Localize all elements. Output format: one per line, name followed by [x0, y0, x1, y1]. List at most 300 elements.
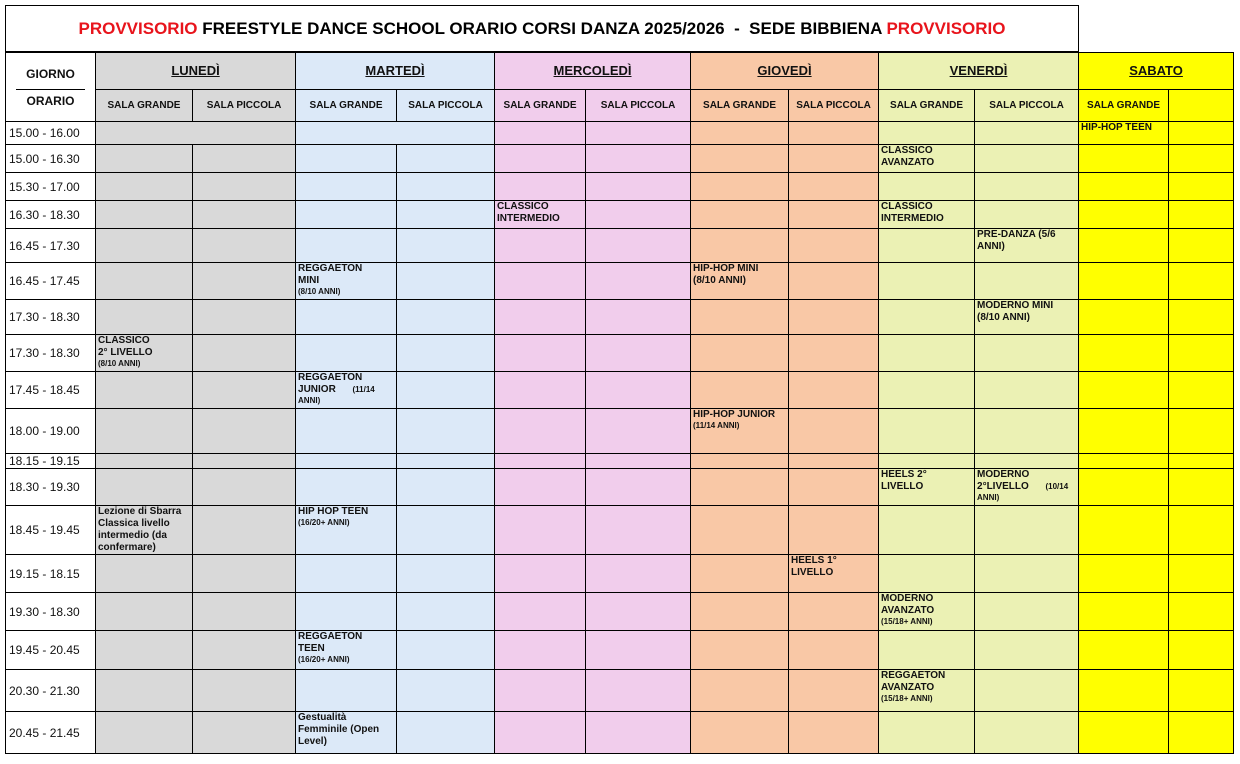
- slot-cell-gio: [789, 593, 879, 631]
- slot-cell-mer: [495, 335, 586, 372]
- slot-cell-lun: [96, 712, 193, 754]
- slot-cell-gio: [789, 122, 879, 145]
- slot-cell-lun: [96, 372, 193, 409]
- course-line: HIP HOP TEEN: [298, 506, 369, 517]
- sala-grande-sabato: SALA GRANDE: [1079, 90, 1169, 122]
- sala-piccola-venerdi: SALA PICCOLA: [975, 90, 1079, 122]
- slot-cell-lun: [96, 631, 193, 670]
- time-slot: 20.30 - 21.30: [6, 670, 96, 712]
- slot-cell-sab: [1169, 469, 1234, 506]
- slot-cell-mer: [586, 372, 691, 409]
- slot-cell-sab: [1079, 335, 1169, 372]
- course-line: Lezione di Sbarra: [98, 506, 182, 517]
- sala-piccola-giovedi: SALA PICCOLA: [789, 90, 879, 122]
- sala-grande-giovedi: SALA GRANDE: [691, 90, 789, 122]
- slot-cell-sab: [1169, 409, 1234, 454]
- slot-cell-ven: [975, 409, 1079, 454]
- slot-cell-ven: [975, 670, 1079, 712]
- slot-cell-mar: [397, 469, 495, 506]
- course-line: REGGAETON: [881, 670, 946, 681]
- course-age: (16/20+ ANNI): [298, 518, 350, 527]
- time-slot: 17.30 - 18.30: [6, 300, 96, 335]
- slot-cell-gio: [691, 469, 789, 506]
- slot-cell-mar: [397, 372, 495, 409]
- course-cell: [296, 712, 397, 754]
- slot-cell-mer: [495, 555, 586, 593]
- time-slot: 17.45 - 18.45: [6, 372, 96, 409]
- course-line: Level): [298, 736, 327, 747]
- course-age: (11/14: [352, 385, 375, 394]
- slot-cell-ven: [879, 122, 975, 145]
- course-line: Gestualità: [298, 712, 347, 723]
- time-slot-row: [6, 506, 1234, 555]
- slot-cell-mar: [296, 409, 397, 454]
- slot-cell-mar: [296, 229, 397, 263]
- slot-cell-mer: [586, 670, 691, 712]
- course-cell: [879, 145, 975, 173]
- slot-cell-lun: [193, 593, 296, 631]
- day-venerdi: VENERDÌ: [879, 53, 1079, 90]
- title-provvisorio-left: PROVVISORIO: [78, 18, 198, 38]
- course-cell: [975, 229, 1079, 263]
- slot-cell-lun: [193, 631, 296, 670]
- slot-cell-ven: [975, 631, 1079, 670]
- slot-cell-gio: [789, 469, 879, 506]
- slot-cell-mar: [397, 173, 495, 201]
- slot-cell-ven: [879, 372, 975, 409]
- slot-cell-mer: [495, 173, 586, 201]
- course-cell: [975, 469, 1079, 506]
- slot-cell-ven: [975, 454, 1079, 469]
- time-slot: 15.00 - 16.00: [6, 122, 96, 145]
- course-age: (11/14 ANNI): [693, 421, 740, 430]
- course-cell: [975, 300, 1079, 335]
- course-line: REGGAETON: [298, 263, 363, 274]
- slot-cell-sab: [1169, 670, 1234, 712]
- time-slot: 16.45 - 17.45: [6, 263, 96, 300]
- slot-cell-mar: [296, 300, 397, 335]
- slot-cell-lun: [96, 300, 193, 335]
- slot-cell-mar: [296, 122, 495, 145]
- slot-cell-sab: [1079, 201, 1169, 229]
- slot-cell-sab: [1079, 409, 1169, 454]
- slot-cell-mar: [397, 506, 495, 555]
- time-slot: 18.00 - 19.00: [6, 409, 96, 454]
- slot-cell-mer: [495, 145, 586, 173]
- slot-cell-lun: [193, 335, 296, 372]
- slot-cell-gio: [789, 229, 879, 263]
- slot-cell-lun: [193, 506, 296, 555]
- slot-cell-ven: [879, 409, 975, 454]
- spacer: [336, 384, 353, 395]
- slot-cell-gio: [691, 372, 789, 409]
- slot-cell-mar: [296, 555, 397, 593]
- course-cell: [789, 555, 879, 593]
- course-line: HIP-HOP JUNIOR: [693, 409, 776, 420]
- slot-cell-gio: [789, 506, 879, 555]
- slot-cell-gio: [789, 300, 879, 335]
- course-line: JUNIOR: [298, 384, 336, 395]
- time-slot-row: [6, 670, 1234, 712]
- course-cell: [879, 670, 975, 712]
- time-slot: 19.45 - 20.45: [6, 631, 96, 670]
- slot-cell-mar: [397, 712, 495, 754]
- slot-cell-lun: [193, 712, 296, 754]
- slot-cell-sab: [1079, 454, 1169, 469]
- slot-cell-lun: [96, 469, 193, 506]
- slot-cell-ven: [975, 555, 1079, 593]
- schedule-table: [5, 52, 1234, 754]
- slot-cell-sab: [1079, 593, 1169, 631]
- course-line: (8/10 ANNI): [693, 275, 746, 286]
- course-line: REGGAETON: [298, 631, 363, 642]
- slot-cell-ven: [879, 506, 975, 555]
- slot-cell-gio: [691, 145, 789, 173]
- slot-cell-gio: [691, 506, 789, 555]
- slot-cell-gio: [691, 122, 789, 145]
- slot-cell-gio: [789, 454, 879, 469]
- title-main: FREESTYLE DANCE SCHOOL ORARIO CORSI DANZA 2025/2026 - SEDE BIBBIENA: [197, 18, 887, 38]
- slot-cell-lun: [193, 454, 296, 469]
- slot-cell-lun: [96, 670, 193, 712]
- course-line: 2°LIVELLO: [977, 481, 1029, 492]
- slot-cell-sab: [1169, 506, 1234, 555]
- slot-cell-ven: [975, 122, 1079, 145]
- course-line: ANNI): [977, 241, 1005, 252]
- sala-grande-venerdi: SALA GRANDE: [879, 90, 975, 122]
- slot-cell-mar: [296, 593, 397, 631]
- slot-cell-gio: [691, 670, 789, 712]
- slot-cell-mer: [586, 409, 691, 454]
- course-cell: [691, 263, 789, 300]
- slot-cell-ven: [975, 263, 1079, 300]
- day-martedi: MARTEDÌ: [296, 53, 495, 90]
- course-line: HIP-HOP MINI: [693, 263, 759, 274]
- slot-cell-mar: [397, 229, 495, 263]
- day-sabato: SABATO: [1079, 53, 1234, 90]
- course-line: CLASSICO: [497, 201, 549, 212]
- time-slot-row: [6, 409, 1234, 454]
- slot-cell-lun: [96, 263, 193, 300]
- time-slot: 19.15 - 18.15: [6, 555, 96, 593]
- slot-cell-mer: [495, 122, 586, 145]
- slot-cell-mer: [495, 300, 586, 335]
- course-line: CLASSICO: [98, 335, 150, 346]
- day-mercoledi: MERCOLEDÌ: [495, 53, 691, 90]
- course-age: (15/18+ ANNI): [881, 617, 933, 626]
- course-line: HEELS 2°: [881, 469, 927, 480]
- slot-cell-lun: [96, 145, 193, 173]
- slot-cell-gio: [691, 201, 789, 229]
- time-slot: 18.30 - 19.30: [6, 469, 96, 506]
- slot-cell-ven: [879, 229, 975, 263]
- course-line: MODERNO: [977, 469, 1030, 480]
- course-cell: [879, 469, 975, 506]
- slot-cell-mar: [397, 409, 495, 454]
- slot-cell-sab: [1079, 506, 1169, 555]
- course-age: (15/18+ ANNI): [881, 694, 933, 703]
- slot-cell-mar: [397, 670, 495, 712]
- time-slot-row: [6, 201, 1234, 229]
- slot-cell-lun: [96, 454, 193, 469]
- time-slot: 18.15 - 19.15: [6, 454, 96, 469]
- sala-grande-mercoledi: SALA GRANDE: [495, 90, 586, 122]
- course-cell: [96, 335, 193, 372]
- course-line: Femminile (Open: [298, 724, 380, 735]
- time-slot: 16.30 - 18.30: [6, 201, 96, 229]
- slot-cell-ven: [975, 173, 1079, 201]
- slot-cell-sab: [1079, 712, 1169, 754]
- course-age: ANNI): [298, 396, 321, 405]
- slot-cell-ven: [879, 712, 975, 754]
- time-slot: 15.00 - 16.30: [6, 145, 96, 173]
- slot-cell-mar: [397, 201, 495, 229]
- course-line: CLASSICO: [881, 201, 933, 212]
- course-line-wrap: [298, 384, 394, 396]
- slot-cell-sab: [1169, 712, 1234, 754]
- orario-label: ORARIO: [16, 89, 85, 107]
- sala-piccola-mercoledi: SALA PICCOLA: [586, 90, 691, 122]
- time-slot: 19.30 - 18.30: [6, 593, 96, 631]
- time-slot: 20.45 - 21.45: [6, 712, 96, 754]
- slot-cell-mer: [495, 263, 586, 300]
- slot-cell-mer: [586, 300, 691, 335]
- day-lunedi: LUNEDÌ: [96, 53, 296, 90]
- slot-cell-sab: [1169, 263, 1234, 300]
- slot-cell-gio: [789, 201, 879, 229]
- slot-cell-sab: [1169, 229, 1234, 263]
- slot-cell-ven: [879, 300, 975, 335]
- slot-cell-mer: [586, 555, 691, 593]
- course-cell: [296, 372, 397, 409]
- slot-cell-gio: [789, 173, 879, 201]
- slot-cell-ven: [879, 631, 975, 670]
- slot-cell-mar: [397, 454, 495, 469]
- course-line: MODERNO MINI: [977, 300, 1054, 311]
- slot-cell-lun: [193, 201, 296, 229]
- slot-cell-sab: [1169, 300, 1234, 335]
- time-slot-row: [6, 263, 1234, 300]
- course-age: ANNI): [977, 493, 1000, 502]
- slot-cell-ven: [879, 335, 975, 372]
- slot-cell-mer: [495, 454, 586, 469]
- course-cell: [296, 631, 397, 670]
- course-line: PRE-DANZA (5/6: [977, 229, 1056, 240]
- slot-cell-sab: [1079, 372, 1169, 409]
- time-slot-row: [6, 712, 1234, 754]
- course-line: intermedio (da: [98, 530, 167, 541]
- slot-cell-mer: [586, 631, 691, 670]
- page-title: [5, 5, 1079, 52]
- slot-cell-mar: [296, 469, 397, 506]
- slot-cell-gio: [789, 145, 879, 173]
- slot-cell-lun: [193, 409, 296, 454]
- slot-cell-mer: [586, 469, 691, 506]
- slot-cell-lun: [193, 263, 296, 300]
- slot-cell-lun: [96, 229, 193, 263]
- time-slot-row: [6, 372, 1234, 409]
- slot-cell-lun: [193, 670, 296, 712]
- slot-cell-ven: [975, 506, 1079, 555]
- title-provvisorio-right: PROVVISORIO: [886, 18, 1006, 38]
- slot-cell-mer: [586, 712, 691, 754]
- slot-cell-lun: [193, 300, 296, 335]
- slot-cell-lun: [193, 469, 296, 506]
- slot-cell-gio: [789, 372, 879, 409]
- slot-cell-sab: [1169, 593, 1234, 631]
- slot-cell-mer: [495, 229, 586, 263]
- time-slot-row: [6, 229, 1234, 263]
- slot-cell-mer: [586, 173, 691, 201]
- course-age: (8/10 ANNI): [98, 359, 141, 368]
- slot-cell-ven: [975, 593, 1079, 631]
- course-age: (16/20+ ANNI): [298, 655, 350, 664]
- time-slot-row: [6, 122, 1234, 145]
- sala-piccola-lunedi: SALA PICCOLA: [193, 90, 296, 122]
- course-line: AVANZATO: [881, 157, 935, 168]
- slot-cell-ven: [879, 263, 975, 300]
- course-line: MODERNO: [881, 593, 934, 604]
- slot-cell-mar: [397, 263, 495, 300]
- slot-cell-gio: [789, 712, 879, 754]
- slot-cell-sab: [1079, 631, 1169, 670]
- slot-cell-sab: [1169, 454, 1234, 469]
- slot-cell-lun: [96, 173, 193, 201]
- slot-cell-ven: [879, 555, 975, 593]
- slot-cell-sab: [1079, 469, 1169, 506]
- time-slot-row: [6, 593, 1234, 631]
- time-slot-row: [6, 555, 1234, 593]
- slot-cell-lun: [193, 145, 296, 173]
- sala-grande-lunedi: SALA GRANDE: [96, 90, 193, 122]
- slot-cell-gio: [691, 712, 789, 754]
- course-age: (10/14: [1045, 482, 1069, 491]
- slot-cell-lun: [96, 201, 193, 229]
- course-cell: [879, 201, 975, 229]
- time-slot-row: [6, 454, 1234, 469]
- course-cell: [879, 593, 975, 631]
- slot-cell-sab: [1079, 300, 1169, 335]
- course-line: AVANZATO: [881, 682, 935, 693]
- day-header-row: [6, 53, 1234, 90]
- course-age: (8/10 ANNI): [298, 287, 341, 296]
- slot-cell-mer: [586, 229, 691, 263]
- slot-cell-gio: [789, 409, 879, 454]
- slot-cell-mer: [495, 469, 586, 506]
- course-line: LIVELLO: [881, 481, 924, 492]
- slot-cell-mar: [296, 145, 397, 173]
- course-cell: [296, 506, 397, 555]
- slot-cell-mar: [397, 300, 495, 335]
- course-line: INTERMEDIO: [497, 213, 560, 224]
- slot-cell-mar: [397, 593, 495, 631]
- slot-cell-lun: [96, 555, 193, 593]
- slot-cell-ven: [975, 201, 1079, 229]
- course-line: CLASSICO: [881, 145, 933, 156]
- time-slot: 18.45 - 19.45: [6, 506, 96, 555]
- slot-cell-mar: [296, 335, 397, 372]
- slot-cell-ven: [879, 454, 975, 469]
- course-cell: [691, 409, 789, 454]
- time-slot-row: [6, 335, 1234, 372]
- sala-grande-martedi: SALA GRANDE: [296, 90, 397, 122]
- time-slot: 17.30 - 18.30: [6, 335, 96, 372]
- slot-cell-gio: [691, 454, 789, 469]
- slot-cell-sab: [1079, 670, 1169, 712]
- slot-cell-sab: [1169, 555, 1234, 593]
- slot-cell-gio: [691, 593, 789, 631]
- slot-cell-mer: [586, 593, 691, 631]
- time-slot-row: [6, 300, 1234, 335]
- slot-cell-lun: [193, 229, 296, 263]
- sala-header-row: [6, 90, 1234, 122]
- course-line: INTERMEDIO: [881, 213, 944, 224]
- slot-cell-ven: [975, 712, 1079, 754]
- slot-cell-sab: [1169, 201, 1234, 229]
- slot-cell-mar: [296, 201, 397, 229]
- slot-cell-gio: [789, 631, 879, 670]
- course-line: LIVELLO: [791, 567, 834, 578]
- slot-cell-mer: [586, 263, 691, 300]
- slot-cell-lun: [193, 372, 296, 409]
- slot-cell-sab: [1169, 372, 1234, 409]
- slot-cell-mer: [586, 506, 691, 555]
- slot-cell-mar: [296, 173, 397, 201]
- slot-cell-sab: [1079, 263, 1169, 300]
- slot-cell-sab: [1169, 335, 1234, 372]
- slot-cell-lun: [193, 555, 296, 593]
- course-line: TEEN: [298, 643, 325, 654]
- course-line: 2° LIVELLO: [98, 347, 153, 358]
- course-line: (8/10 ANNI): [977, 312, 1030, 323]
- slot-cell-sab: [1169, 631, 1234, 670]
- course-cell: [96, 506, 193, 555]
- slot-cell-gio: [789, 263, 879, 300]
- slot-cell-sab: [1169, 122, 1234, 145]
- time-slot-row: [6, 173, 1234, 201]
- slot-cell-mar: [296, 670, 397, 712]
- slot-cell-sab: [1079, 229, 1169, 263]
- slot-cell-mer: [495, 372, 586, 409]
- course-line: AVANZATO: [881, 605, 935, 616]
- time-slot: 15.30 - 17.00: [6, 173, 96, 201]
- slot-cell-sab: [1079, 555, 1169, 593]
- slot-cell-gio: [691, 631, 789, 670]
- slot-cell-mer: [586, 145, 691, 173]
- course-line: HIP-HOP TEEN: [1081, 122, 1152, 133]
- giorno-orario-header: [6, 53, 96, 122]
- slot-cell-mer: [495, 670, 586, 712]
- slot-cell-lun: [193, 173, 296, 201]
- slot-cell-gio: [691, 555, 789, 593]
- slot-cell-mer: [586, 335, 691, 372]
- slot-cell-ven: [975, 335, 1079, 372]
- slot-cell-sab: [1169, 173, 1234, 201]
- slot-cell-mar: [397, 145, 495, 173]
- day-giovedi: GIOVEDÌ: [691, 53, 879, 90]
- slot-cell-mar: [397, 335, 495, 372]
- slot-cell-sab: [1079, 173, 1169, 201]
- slot-cell-lun: [96, 593, 193, 631]
- slot-cell-mer: [586, 201, 691, 229]
- time-slot-row: [6, 631, 1234, 670]
- slot-cell-gio: [789, 335, 879, 372]
- slot-cell-gio: [789, 670, 879, 712]
- course-line: confermare): [98, 542, 156, 553]
- slot-cell-mer: [495, 631, 586, 670]
- slot-cell-mar: [296, 454, 397, 469]
- course-line-wrap: [977, 481, 1076, 493]
